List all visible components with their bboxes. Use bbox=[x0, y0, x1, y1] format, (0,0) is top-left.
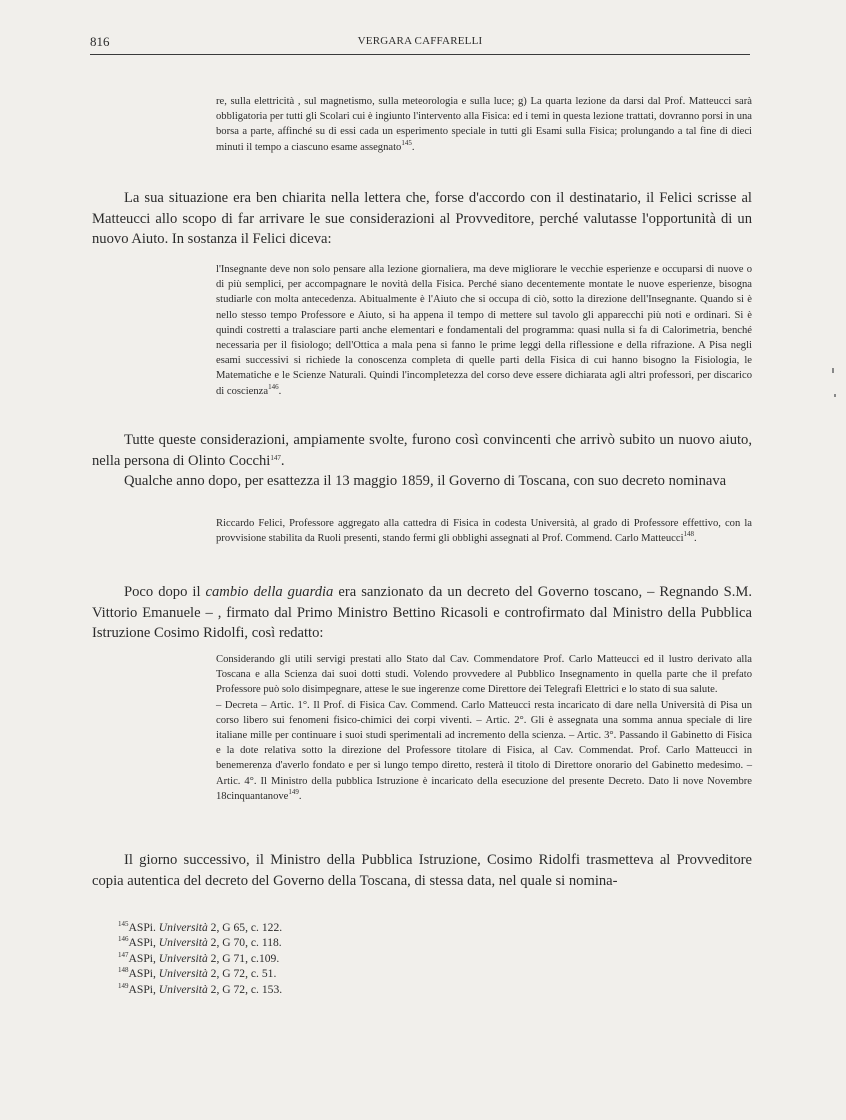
quote-block-1: re, sulla elettricità , sul magnetismo, sulla meteorologia e sulla luce; g) La quarta lezione da darsi dal Prof. Matteucci sarà obbligatoria per tutti gli Scolari cui è ingiunto l'intervento alla Fisica: ed i temi in questa lezione trattati, dovranno porsi in una borsa a parte, affinché su di essi cada un esperimento speciale in tutti gli Esami sulla Fisica; prolungando a tal fine di dieci minuti il tempo a ciascuno esame assegnato$^{145}$. bbox=[216, 96, 752, 153]
footnote-number: 145 bbox=[118, 920, 129, 928]
footnote-ref: 146 bbox=[268, 382, 279, 391]
footnote: $^{147}$ASPi, Università 2, G 71, c.109. bbox=[118, 950, 280, 965]
footnote-ref: 148 bbox=[683, 530, 695, 539]
quote-text: l'Insegnante deve non solo pensare alla lezione giornaliera, ma deve migliorare le vecchie esperienze e occuparsi di nuove o di più semplici, per accompagnare le novità della Fisica. Perché siano decentemente montate le nuove esperienze, bisogna studiarle con molta antecedenza. Abitualmente è l'Aiuto che si occupa di ciò, sotto la direzione dell'Insegnante. Quando si è nello stesso tempo Professore e Aiuto, si ha appena il tempo di mettere sul tavolo gli apparecchi più noti e ordinari. Si è quindi costretti a tralasciare parti anche elementari e fondamentali del programma: quasi nulla si fa di Calorimetria, benché necessaria per il fisiologo; dell'Ottica a mala pena si fanno le prime leggi della riflessione e della rifrazione. A Pisa negli esami successivi si richiede la conoscenza completa di quelle parti della Fisica di cui hanno bisogno la Fisiologia, le Matematiche e le Scienze Naturali. Quindi l'incompletezza del corso deve essere dichiarata agli altri professori, per discarico di coscienza bbox=[216, 264, 752, 397]
footnote: $^{148}$ASPi, Università 2, G 72, c. 51. bbox=[118, 966, 277, 981]
paragraph-text: Tutte queste considerazioni, ampiamente svolte, furono così convincenti che arrivò subito un nuovo aiuto, nella persona di Olinto Cocchi bbox=[92, 432, 752, 469]
quote-block-2: l'Insegnante deve non solo pensare alla lezione giornaliera, ma deve migliorare le vecchie esperienze e occuparsi di nuove o di più semplici, per accompagnare le novità della Fisica. Perché siano decentemente montate le nuove esperienze, bisogna studiarle con molta antecedenza. Abitualmente è l'Aiuto che si occupa di ciò, sotto la direzione dell'Insegnante. Quando si è nello stesso tempo Professore e Aiuto, si ha appena il tempo di mettere sul tavolo gli apparecchi più noti e ordinari. Si è quindi costretti a tralasciare parti anche elementari e fondamentali del programma: quasi nulla si fa di Calorimetria, benché necessaria per il fisiologo; dell'Ottica a mala pena si fanno le prime leggi della riflessione e della rifrazione. A Pisa negli esami successivi si richiede la conoscenza completa di quelle parti della Fisica di cui hanno bisogno la Fisiologia, le Matematiche e le Scienze Naturali. Quindi l'incompletezza del corso deve essere dichiarata agli altri professori, per discarico di coscienza$^{146}$. bbox=[216, 264, 752, 397]
paragraph-text-b: era sanzionato da un decreto del Governo toscano, – Regnando S.M. Vittorio Emanuele – , firmato dal Primo Ministro Bettino Ricasoli e controfirmato dal Ministro della Pubblica Istruzione Cosimo Ridolfi, così redatto: bbox=[92, 584, 752, 641]
footnote: $^{146}$ASPi, Università 2, G 70, c. 118. bbox=[118, 935, 282, 950]
footnotes bbox=[118, 920, 282, 997]
footnote-ref: 149 bbox=[288, 787, 299, 796]
footnote: $^{149}$ASPi, Università 2, G 72, c. 153. bbox=[118, 981, 283, 996]
paragraph-2 bbox=[92, 430, 752, 471]
footnote-ref: 145 bbox=[401, 138, 412, 147]
paragraph-4 bbox=[92, 582, 752, 644]
paragraph-end: . bbox=[280, 452, 285, 469]
paragraph-1: La sua situazione era ben chiarita nella lettera che, forse d'accordo con il destinatario, il Felici scrisse al Matteucci allo scopo di far arrivare le sue considerazioni al Provveditore, perché valutasse l'opportunità di un nuovo Aiuto. In sostanza il Felici diceva: bbox=[92, 190, 752, 247]
paragraph-text-a: Poco dopo il bbox=[124, 584, 206, 600]
footnote-number: 146 bbox=[118, 935, 129, 944]
scan-speck bbox=[832, 368, 834, 373]
quote-paragraph: Considerando gli utili servigi prestati allo Stato dal Cav. Commendatore Prof. Carlo Matteucci ed il lustro derivato alla Toscana e alla Scienza dai suoi dotti studi. Volendo provvedere al Pubblico Insegnamento in quella parte che il prefato Professore può solo disimpegnare, attese le sue ingerenze come Direttore dei Telegrafi Elettrici e lo stato di sua salute. bbox=[216, 654, 752, 696]
footnote-number: 148 bbox=[118, 966, 129, 975]
page-number: 816 bbox=[90, 34, 110, 49]
italic-phrase: cambio della guardia bbox=[205, 584, 334, 600]
footnote-number: 149 bbox=[118, 981, 129, 990]
paragraph-5: Il giorno successivo, il Ministro della Pubblica Istruzione, Cosimo Ridolfi trasmetteva al Provveditore copia autentica del decreto del Governo della Toscana, di stessa data, nel quale si nomina- bbox=[92, 852, 752, 889]
quote-text: Riccardo Felici, Professore aggregato alla cattedra di Fisica in codesta Università, al grado di Professore effettivo, con la provvisione stabilita da Ruoli presenti, stando fermi gli obblighi assegnati al Prof. Commend. Carlo Matteucci bbox=[216, 518, 752, 545]
quote-block-4 bbox=[216, 652, 752, 804]
footnote: $^{145}$ASPi. Università 2, G 65, c. 122. bbox=[118, 920, 283, 934]
quote-text: re, sulla elettricità , sul magnetismo, sulla meteorologia e sulla luce; g) La quarta lezione da darsi dal Prof. Matteucci sarà obbligatoria per tutti gli Scolari cui è ingiunto l'intervento alla Fisica: ed i temi in questa lezione trattati, dovranno porsi in una borsa a parte, affinché su di essi cada un esperimento speciale in tutti gli Esami sulla Fisica; prolungando a tal fine di dieci minuti il tempo a ciascuno esame assegnato bbox=[216, 96, 752, 153]
quote-block-3: Riccardo Felici, Professore aggregato alla cattedra di Fisica in codesta Università, al grado di Professore effettivo, con la provvisione stabilita da Ruoli presenti, stando fermi gli obblighi assegnati al Prof. Commend. Carlo Matteucci$^{148}$. bbox=[216, 518, 752, 545]
quote-paragraph: – Decreta – Artic. 1°. Il Prof. di Fisica Cav. Commend. Carlo Matteucci resta incaricato di dare nella Università di Pisa un corso libero sui fenomeni fisico-chimici dei corpi viventi. – Artic. 2°. Gli è assegnata una somma annua speciale di lire italiane mille per continuare i suoi studi sperimentali ad incremento della scienza. – Artic. 3°. Passando il Gabinetto di Fisica e la dote relativa sotto la direzione del Professore titolare di Fisica, al Cav. Commendat. Prof. Carlo Matteucci in benemerenza d'averlo fondato e per sì lungo tempo diretto, resterà il titolo di Direttore onorario del Gabinetto medesimo. – Artic. 4°. Il Ministro della pubblica Istruzione è incaricato della esecuzione del presente Decreto. Dato li nove Novembre 18cinquantanove$^{149}$. bbox=[216, 699, 752, 802]
quote-text: – Decreta – Artic. 1°. Il Prof. di Fisica Cav. Commend. Carlo Matteucci resta incaricato di dare nella Università di Pisa un corso libero sui fenomeni fisico-chimici dei corpi viventi. – Artic. 2°. Gli è assegnata una somma annua speciale di lire italiane mille per continuare i suoi studi sperimentali ad incremento della scienza. – Artic. 3°. Passando il Gabinetto di Fisica e la dote relativa sotto la direzione del Professore titolare di Fisica, al Cav. Commendat. Prof. Carlo Matteucci in benemerenza d'averlo fondato e per sì lungo tempo diretto, resterà il titolo di Direttore onorario del Gabinetto medesimo. – Artic. 4°. Il Ministro della pubblica Istruzione è incaricato della esecuzione del presente Decreto. Dato li nove Novembre 18cinquantanove bbox=[216, 699, 752, 802]
footnote-ref: 147 bbox=[270, 453, 281, 462]
paragraph-3: Qualche anno dopo, per esattezza il 13 maggio 1859, il Governo di Toscana, con suo decreto nominava bbox=[124, 473, 727, 489]
running-title: VERGARA CAFFARELLI bbox=[357, 35, 483, 47]
page-header bbox=[90, 34, 750, 55]
scan-speck bbox=[834, 394, 836, 397]
footnote-number: 147 bbox=[118, 950, 129, 959]
